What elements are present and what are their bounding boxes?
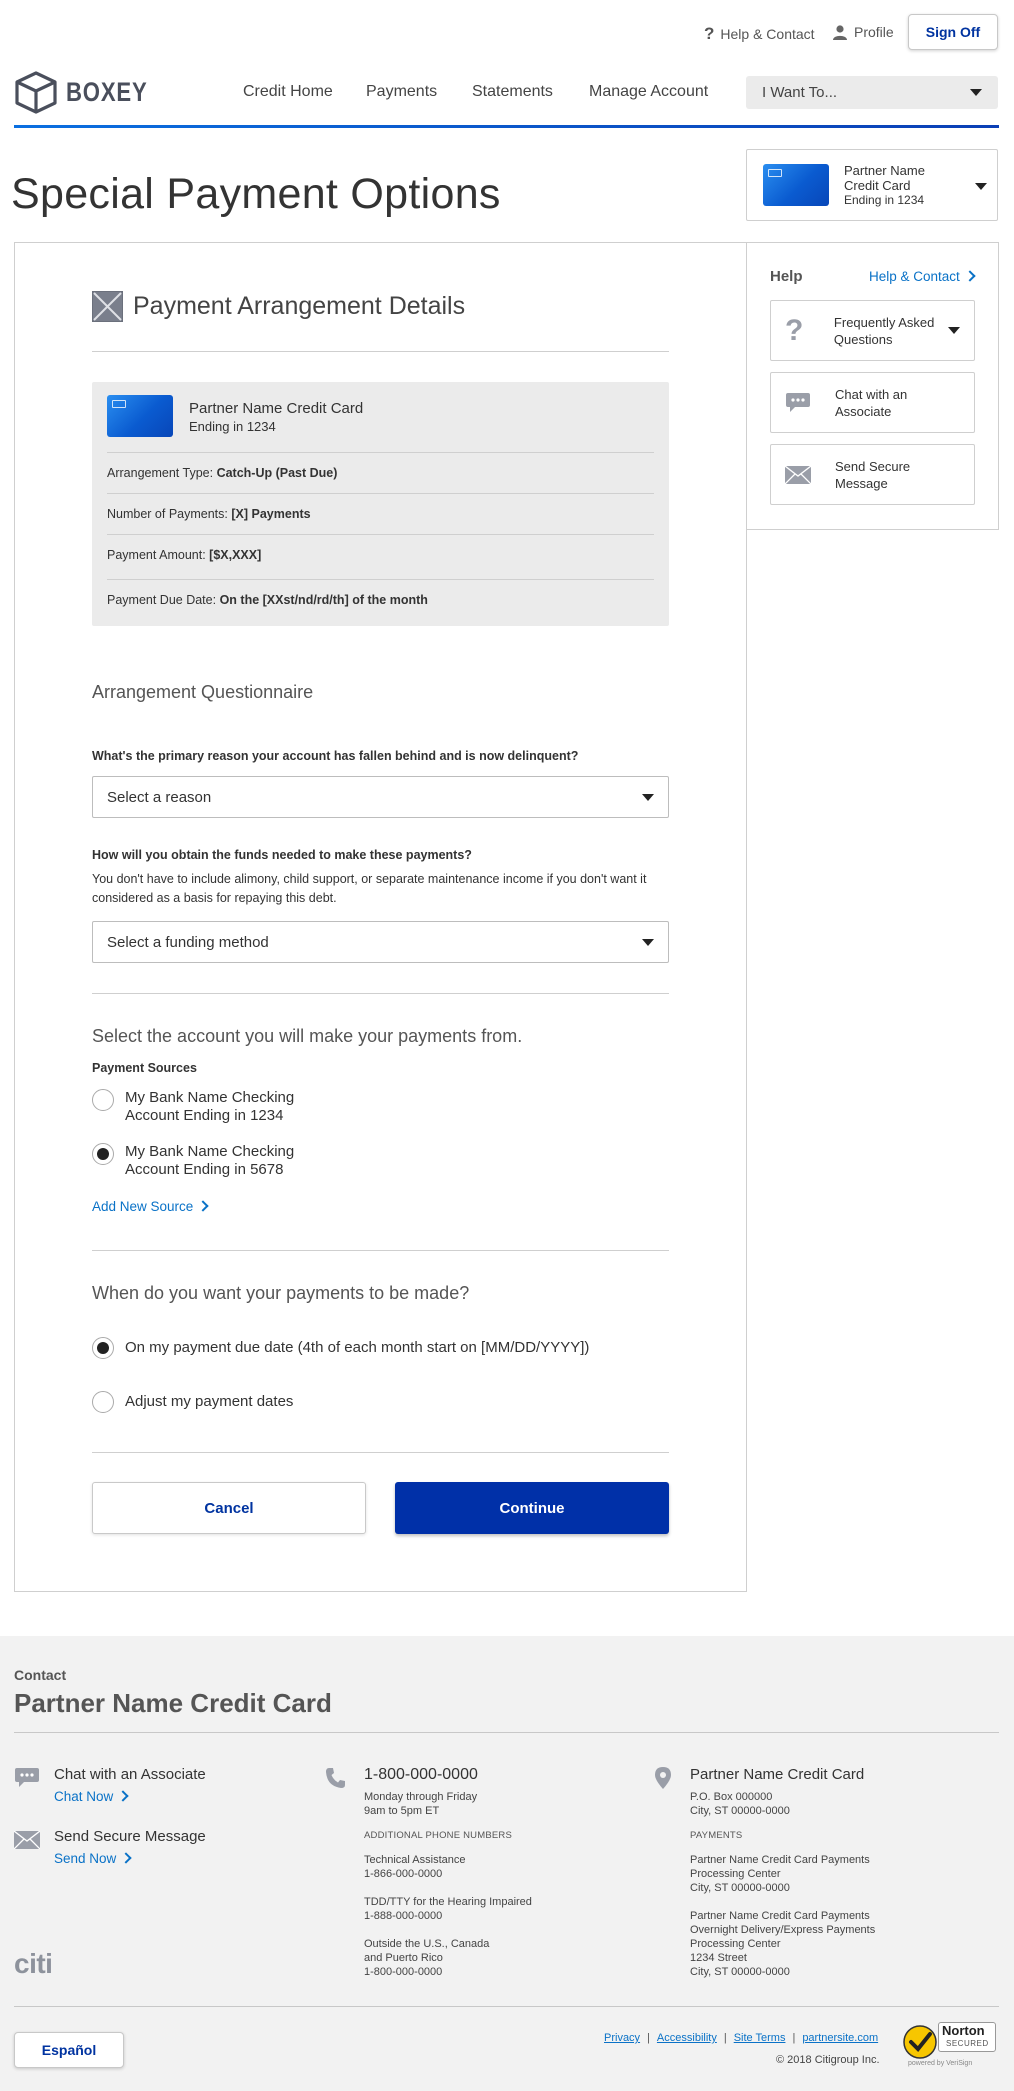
chat-now-link[interactable]: Chat Now xyxy=(54,1789,127,1804)
footer-links: Privacy | Accessibility | Site Terms | partnersite.com xyxy=(604,2032,879,2044)
sources-title: Select the account you will make your payments from. xyxy=(92,1026,523,1046)
divider xyxy=(92,1250,669,1251)
divider xyxy=(107,534,654,535)
radio-button-selected[interactable] xyxy=(92,1143,114,1165)
site-terms-link[interactable]: Site Terms xyxy=(733,2032,786,2044)
funding-select[interactable]: Select a funding method xyxy=(92,921,669,963)
espanol-button[interactable]: Español xyxy=(14,2032,124,2068)
page-title: Special Payment Options xyxy=(11,170,501,218)
faq-dropdown[interactable]: ? Frequently Asked Questions xyxy=(770,300,975,361)
caret-down-icon xyxy=(948,327,960,334)
send-now-link[interactable]: Send Now xyxy=(54,1851,130,1866)
nav-credit-home[interactable]: Credit Home xyxy=(243,83,333,100)
copyright: © 2018 Citigroup Inc. xyxy=(776,2054,880,2066)
divider xyxy=(107,579,654,580)
cancel-button[interactable]: Cancel xyxy=(92,1482,366,1534)
divider xyxy=(92,351,669,352)
partnersite-link[interactable]: partnersite.com xyxy=(802,2032,879,2044)
payments-address: Partner Name Credit Card Payments Processing Center City, ST 00000-0000 xyxy=(690,1854,870,1894)
norton-check-icon xyxy=(902,2024,938,2060)
envelope-icon xyxy=(92,291,123,322)
chat-bubble-icon xyxy=(785,391,811,415)
reason-question: What's the primary reason your account has fallen behind and is now delinquent? xyxy=(92,749,579,763)
timing-title: When do you want your payments to be made? xyxy=(92,1283,470,1303)
adjust-dates-option[interactable]: Adjust my payment dates xyxy=(92,1391,293,1413)
card-ending: Ending in 1234 xyxy=(189,419,276,434)
account-name: Partner Name Credit Card xyxy=(844,163,925,193)
help-contact-link[interactable]: Help & Contact xyxy=(869,269,974,284)
payments-label: PAYMENTS xyxy=(690,1830,743,1841)
payment-sources-label: Payment Sources xyxy=(92,1061,197,1075)
funding-question: How will you obtain the funds needed to make these payments? xyxy=(92,848,472,862)
nav-divider xyxy=(14,125,999,128)
secure-message-button[interactable]: Send Secure Message xyxy=(770,444,975,505)
divider xyxy=(14,1732,999,1733)
caret-down-icon xyxy=(642,939,654,946)
question-icon: ? xyxy=(785,313,804,347)
source-option-5678[interactable]: My Bank Name Checking Account Ending in 5678 xyxy=(92,1143,294,1179)
tdd-tty: TDD/TTY for the Hearing Impaired 1-888-000-0000 xyxy=(364,1896,532,1922)
sign-off-button[interactable]: Sign Off xyxy=(908,14,998,50)
account-selector[interactable] xyxy=(746,149,998,221)
boxey-logo[interactable]: BOXEY xyxy=(14,70,166,114)
payment-due-date: Payment Due Date: On the [XXst/nd/rd/th] of the month xyxy=(107,593,428,607)
divider xyxy=(14,2006,999,2007)
number-of-payments: Number of Payments: [X] Payments xyxy=(107,507,311,521)
help-contact-link[interactable]: ? Help & Contact xyxy=(704,24,815,43)
phone-hours: Monday through Friday 9am to 5pm ET xyxy=(364,1791,478,1817)
norton-text: Norton xyxy=(942,2023,985,2038)
source-option-1234[interactable]: My Bank Name Checking Account Ending in 1234 xyxy=(92,1089,294,1125)
norton-secured-badge[interactable] xyxy=(902,2022,998,2070)
arrangement-summary xyxy=(92,382,669,626)
chat-bubble-icon xyxy=(14,1766,40,1790)
footer-message-title: Send Secure Message xyxy=(54,1828,206,1845)
nav-statements[interactable]: Statements xyxy=(472,83,553,100)
technical-assistance: Technical Assistance 1-866-000-0000 xyxy=(364,1854,466,1880)
person-icon xyxy=(832,24,848,40)
caret-down-icon xyxy=(970,89,982,96)
radio-button[interactable] xyxy=(92,1391,114,1413)
divider xyxy=(107,452,654,453)
add-new-source-link[interactable]: Add New Source xyxy=(92,1199,207,1214)
nav-payments[interactable]: Payments xyxy=(366,83,438,100)
details-title: Payment Arrangement Details xyxy=(133,292,466,320)
phone-icon xyxy=(325,1767,345,1789)
question-icon: ? xyxy=(704,24,715,43)
questionnaire-title: Arrangement Questionnaire xyxy=(92,682,314,702)
credit-card-image xyxy=(107,395,173,437)
box-logo-icon xyxy=(14,70,58,114)
divider xyxy=(92,1452,669,1453)
footer-phone: 1-800-000-0000 xyxy=(364,1766,478,1783)
funding-help-text: You don't have to include alimony, child support, or separate maintenance income if you don't want it considered as a basis for repaying this debt. xyxy=(92,872,647,905)
footer-card-name: Partner Name Credit Card xyxy=(14,1688,332,1718)
norton-powered-text: powered by VeriSign xyxy=(908,2060,973,2067)
accessibility-link[interactable]: Accessibility xyxy=(656,2032,717,2044)
privacy-link[interactable]: Privacy xyxy=(604,2032,641,2044)
contact-label: Contact xyxy=(14,1667,67,1683)
continue-button[interactable]: Continue xyxy=(395,1482,669,1534)
profile-link[interactable]: Profile xyxy=(832,24,894,40)
envelope-icon xyxy=(14,1831,40,1849)
chat-associate-button[interactable]: Chat with an Associate xyxy=(770,372,975,433)
additional-phones-label: ADDITIONAL PHONE NUMBERS xyxy=(364,1830,513,1841)
citi-logo: citi xyxy=(14,1948,53,1979)
help-title: Help xyxy=(770,268,803,285)
overnight-payments-address: Partner Name Credit Card Payments Overnight Delivery/Express Payments Processing Center 1234 Street City, ST 00000-0000 xyxy=(690,1910,876,1978)
caret-down-icon xyxy=(975,183,987,190)
norton-secured-text: SECURED xyxy=(946,2039,989,2048)
mailing-address: P.O. Box 000000 City, ST 00000-0000 xyxy=(690,1791,790,1817)
card-name: Partner Name Credit Card xyxy=(189,400,364,417)
envelope-icon xyxy=(785,466,811,484)
due-date-option[interactable]: On my payment due date (4th of each month start on [MM/DD/YYYY]) xyxy=(92,1337,589,1359)
location-pin-icon xyxy=(655,1767,671,1789)
credit-card-image xyxy=(763,164,829,206)
divider xyxy=(92,993,669,994)
radio-button[interactable] xyxy=(92,1089,114,1111)
footer-chat-title: Chat with an Associate xyxy=(54,1766,206,1783)
payment-amount: Payment Amount: [$X,XXX] xyxy=(107,548,262,562)
footer-address-title: Partner Name Credit Card xyxy=(690,1766,865,1783)
divider xyxy=(107,493,654,494)
chevron-right-icon xyxy=(121,1853,132,1864)
reason-select[interactable]: Select a reason xyxy=(92,776,669,818)
chevron-right-icon xyxy=(964,271,975,282)
caret-down-icon xyxy=(642,794,654,801)
account-ending: Ending in 1234 xyxy=(844,193,925,207)
radio-button-selected[interactable] xyxy=(92,1337,114,1359)
nav-manage-account[interactable]: Manage Account xyxy=(589,83,709,100)
chevron-right-icon xyxy=(118,1791,129,1802)
outside-us: Outside the U.S., Canada and Puerto Rico 1-800-000-0000 xyxy=(364,1938,490,1978)
arrangement-type: Arrangement Type: Catch-Up (Past Due) xyxy=(107,466,338,480)
i-want-to-dropdown[interactable]: I Want To... xyxy=(746,76,998,109)
chevron-right-icon xyxy=(198,1201,209,1212)
